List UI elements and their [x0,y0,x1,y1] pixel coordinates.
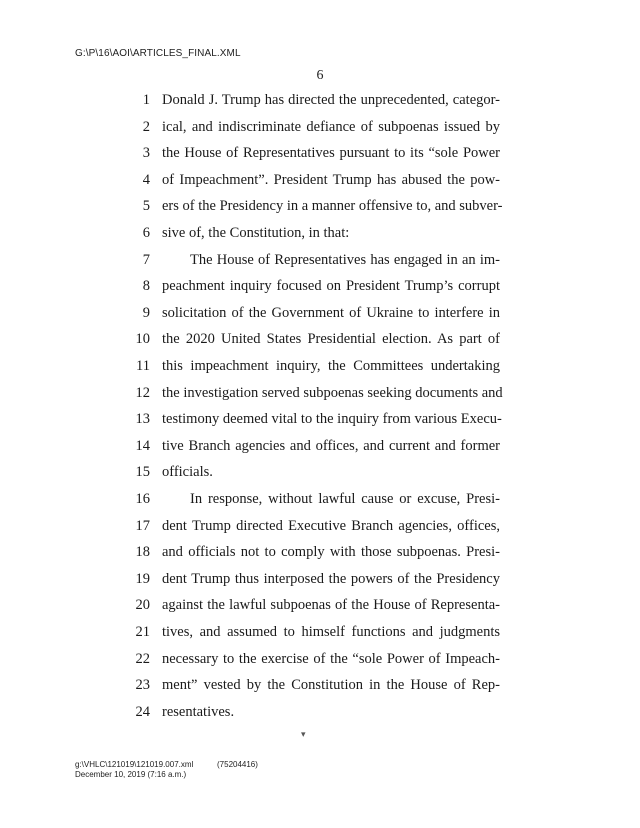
line-text: testimony deemed vital to the inquiry from various Execu- [162,411,502,428]
footer-doc-id: (75204416) [217,760,258,769]
line-number: 9 [142,304,150,321]
line-number: 3 [142,145,150,162]
line-number: 6 [142,225,150,241]
text-line [0,673,640,697]
text-line [0,460,640,484]
document-footer [75,760,258,780]
text-line [0,301,640,325]
line-text: resentatives. [162,703,235,720]
line-number: 4 [142,171,150,188]
line-text: the 2020 United States Presidential election. As part of [162,331,500,348]
line-text: dent Trump thus interposed the powers of the Presidency [162,570,500,587]
line-number: 17 [135,517,150,534]
line-number: 23 [135,677,150,694]
line-number: 13 [135,411,150,428]
line-text: In response, without lawful cause or excuse, Presi- [190,491,500,507]
text-line [0,434,640,458]
line-number: 8 [142,278,150,295]
text-line [0,248,640,272]
line-text: the investigation served subpoenas seeking documents and [162,384,503,401]
text-line [0,620,640,644]
footer-date: December 10, 2019 (7:16 a.m.) [75,770,187,779]
text-line [0,514,640,538]
line-number: 22 [135,650,150,667]
line-text: and officials not to comply with those subpoenas. Presi- [162,544,500,561]
text-line [0,540,640,564]
line-text: sive of, the Constitution, in that: [162,225,350,241]
line-number: 5 [142,198,150,215]
line-number: 12 [135,384,150,401]
text-line [0,354,640,378]
line-number: 24 [135,703,150,720]
text-line [0,88,640,112]
line-number: 14 [135,437,150,454]
line-text: this impeachment inquiry, the Committees undertaking [162,358,500,374]
line-text: officials. [162,464,213,481]
text-line [0,221,640,245]
text-line [0,141,640,165]
page-number: 6 [316,68,324,83]
line-text: Donald J. Trump has directed the unprecedented, categor- [162,92,500,108]
line-text: ers of the Presidency in a manner offensive to, and subver- [162,198,503,215]
line-text: ical, and indiscriminate defiance of subpoenas issued by [162,118,500,135]
line-number: 19 [135,570,150,587]
line-number: 7 [142,251,150,268]
footer-file-path: g:\VHLC\121019\121019.007.xml [75,760,194,769]
scan-speck: ▾ [301,729,306,739]
line-text: necessary to the exercise of the “sole Power of Impeach- [162,650,500,667]
line-text: dent Trump directed Executive Branch agencies, offices, [162,517,500,534]
text-line [0,567,640,591]
line-number: 11 [136,358,150,374]
line-text: against the lawful subpoenas of the House of Representa- [162,597,500,614]
line-text: tive Branch agencies and offices, and current and former [162,437,500,454]
text-line [0,327,640,351]
text-line [0,168,640,192]
line-number: 18 [135,544,150,561]
line-text: of Impeachment”. President Trump has abused the pow- [162,171,500,188]
text-line [0,274,640,298]
line-number: 15 [135,464,150,481]
text-line [0,700,640,724]
text-line [0,647,640,671]
line-number: 16 [135,491,150,507]
text-line [0,487,640,511]
document-path-header: G:\P\16\AOI\ARTICLES_FINAL.XML [75,48,241,59]
text-line [0,593,640,617]
text-line [0,194,640,218]
line-number: 10 [135,331,150,348]
text-line [0,381,640,405]
line-number: 2 [142,118,150,135]
line-text: the House of Representatives pursuant to its “sole Power [162,145,500,162]
text-line [0,407,640,431]
line-number: 21 [135,624,150,640]
line-text: tives, and assumed to himself functions and judgments [162,624,500,640]
text-line [0,115,640,139]
line-number: 1 [142,92,150,108]
line-text: ment” vested by the Constitution in the House of Rep- [162,677,500,694]
line-text: The House of Representatives has engaged in an im- [190,251,500,268]
line-text: solicitation of the Government of Ukraine to interfere in [162,304,500,321]
line-number: 20 [135,597,150,614]
line-text: peachment inquiry focused on President Trump’s corrupt [162,278,500,295]
